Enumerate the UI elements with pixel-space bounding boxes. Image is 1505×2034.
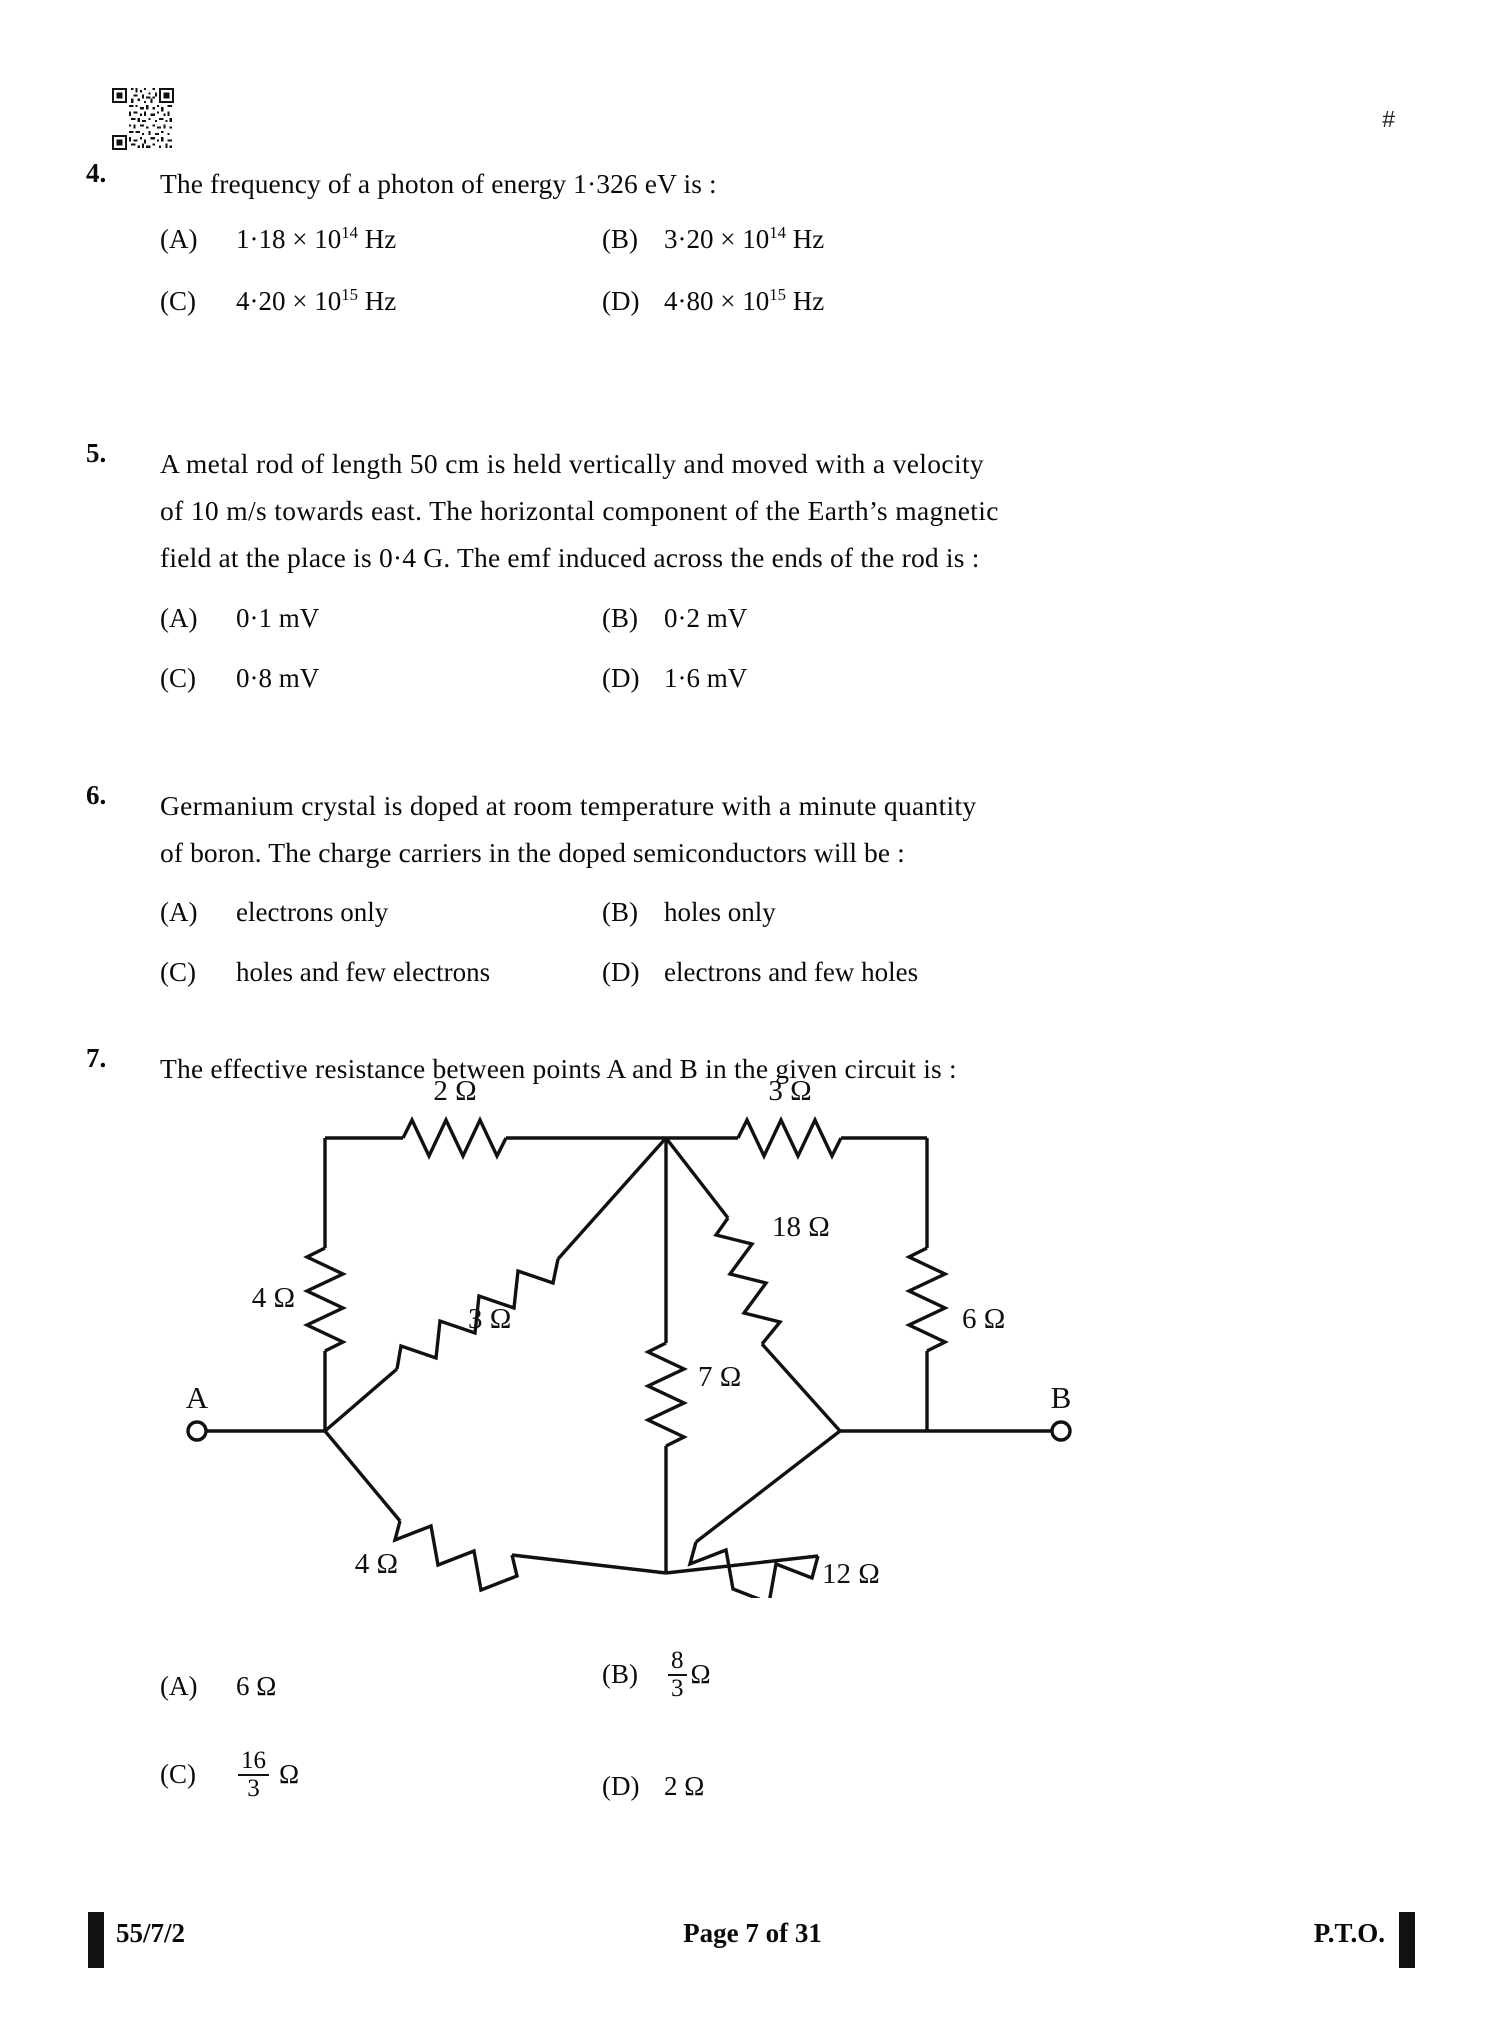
option-d-text: 4·80 × 10: [664, 286, 770, 316]
circuit-label-3ohm-top: 3 Ω: [768, 1078, 812, 1107]
option-d-unit: Hz: [785, 286, 825, 316]
circuit-label-B: B: [1050, 1380, 1072, 1415]
option-b-unit: Hz: [785, 224, 825, 254]
circuit-label-6ohm-right: 6 Ω: [962, 1303, 1006, 1335]
qr-code-icon: [112, 88, 174, 150]
option-b-fraction: [668, 1648, 687, 1703]
pto-label: P.T.O.: [1313, 1918, 1385, 1948]
option-a[interactable]: [160, 217, 396, 261]
option-a-text: 0·1 mV: [236, 603, 320, 633]
question-6-options: [160, 890, 1410, 1008]
circuit-label-7ohm: 7 Ω: [698, 1361, 742, 1393]
option-b[interactable]: [602, 1647, 711, 1705]
option-row-cd: [160, 656, 1410, 714]
option-d-text: electrons and few holes: [664, 957, 919, 987]
option-row-cd: [160, 950, 1410, 1008]
footer-bar-right: [1399, 1912, 1415, 1968]
option-c-exponent: 15: [341, 285, 358, 304]
option-d-exponent: 15: [769, 285, 786, 304]
option-c[interactable]: [160, 279, 396, 323]
page-footer: [0, 1912, 1505, 1976]
question-4-number: 4.: [86, 158, 107, 188]
option-c-fraction: [238, 1748, 269, 1803]
option-b-unit: Ω: [690, 1659, 711, 1690]
option-b[interactable]: [602, 890, 776, 934]
option-c-numerator: 16: [241, 1747, 266, 1774]
option-c-text: 4·20 × 10: [236, 286, 342, 316]
page-number: Page 7 of 31: [683, 1918, 822, 1948]
circuit-label-4ohm-left: 4 Ω: [251, 1282, 295, 1314]
paper-code: 55/7/2: [116, 1918, 186, 1948]
option-row-ab: [160, 1647, 1410, 1750]
option-c-unit: Hz: [357, 286, 397, 316]
option-a-label: (A): [160, 603, 198, 633]
option-c-label: (C): [160, 1759, 196, 1790]
option-b-numerator: 8: [671, 1647, 684, 1674]
option-c[interactable]: [160, 656, 319, 700]
option-a-text: 1·18 × 10: [236, 224, 342, 254]
option-c-text: holes and few electrons: [236, 957, 491, 987]
option-row-ab: [160, 217, 1410, 279]
option-d[interactable]: [602, 1764, 704, 1808]
option-d-label: (D): [602, 957, 640, 987]
option-b-label: (B): [602, 1659, 638, 1690]
option-b-exponent: 14: [769, 223, 786, 242]
option-d[interactable]: [602, 279, 824, 323]
option-row-ab: [160, 890, 1410, 950]
question-5-options: [160, 596, 1410, 714]
option-b[interactable]: [602, 596, 747, 640]
option-a-label: (A): [160, 897, 198, 927]
circuit-label-18ohm: 18 Ω: [772, 1211, 830, 1243]
option-d-text: 1·6 mV: [664, 663, 748, 693]
option-row-cd: [160, 1747, 1410, 1850]
question-6-number: 6.: [86, 780, 107, 810]
page-header: [0, 88, 1505, 168]
option-a[interactable]: [160, 1664, 276, 1708]
option-a-exponent: 14: [341, 223, 358, 242]
question-6-stem-line-1: Germanium crystal is doped at room temperature with a minute quantity: [160, 790, 977, 821]
option-a-text: electrons only: [236, 897, 389, 927]
option-d[interactable]: [602, 656, 747, 700]
option-c-label: (C): [160, 663, 196, 693]
option-b-text: 3·20 × 10: [664, 224, 770, 254]
option-b-text: holes only: [664, 897, 776, 927]
option-a[interactable]: [160, 596, 319, 640]
question-5-stem-line-2: of 10 m/s towards east. The horizontal component of the Earth’s magnetic: [160, 495, 999, 526]
option-d-label: (D): [602, 286, 640, 316]
option-c-label: (C): [160, 286, 196, 316]
option-d-label: (D): [602, 663, 640, 693]
header-mark: #: [1382, 106, 1395, 132]
option-b[interactable]: [602, 217, 824, 261]
circuit-label-A: A: [185, 1380, 209, 1415]
question-5-number: 5.: [86, 438, 107, 468]
option-b-label: (B): [602, 224, 638, 254]
circuit-label-4ohm-inner: 4 Ω: [354, 1548, 398, 1580]
option-d-text: 2 Ω: [664, 1771, 705, 1801]
circuit-label-2ohm: 2 Ω: [433, 1078, 477, 1107]
option-a-label: (A): [160, 1671, 198, 1701]
option-a-text: 6 Ω: [236, 1671, 277, 1701]
option-row-ab: [160, 596, 1410, 656]
question-6-stem-line-2: of boron. The charge carriers in the doped semiconductors will be :: [160, 837, 905, 868]
option-c-denominator: 3: [238, 1774, 269, 1802]
option-row-cd: [160, 279, 1410, 337]
circuit-diagram: [150, 1078, 1150, 1598]
option-c[interactable]: [160, 1747, 300, 1805]
question-7-number: 7.: [86, 1043, 107, 1073]
question-4-stem: The frequency of a photon of energy 1·326 eV is :: [160, 168, 717, 199]
option-a-unit: Hz: [357, 224, 397, 254]
question-7-stem: The effective resistance between points A and B in the given circuit is :: [160, 1053, 957, 1084]
option-b-text: 0·2 mV: [664, 603, 748, 633]
option-c-text: 0·8 mV: [236, 663, 320, 693]
question-4-options: [160, 217, 1410, 337]
option-d[interactable]: [602, 950, 918, 994]
question-5-stem-line-1: A metal rod of length 50 cm is held vertically and moved with a velocity: [160, 448, 985, 479]
option-c-unit: Ω: [279, 1759, 300, 1790]
option-b-label: (B): [602, 897, 638, 927]
option-b-label: (B): [602, 603, 638, 633]
option-c[interactable]: [160, 950, 490, 994]
option-a[interactable]: [160, 890, 388, 934]
option-b-denominator: 3: [668, 1674, 687, 1702]
option-a-label: (A): [160, 224, 198, 254]
circuit-label-12ohm: 12 Ω: [822, 1558, 880, 1590]
question-5-stem-line-3: field at the place is 0·4 G. The emf induced across the ends of the rod is :: [160, 542, 980, 573]
circuit-label-3ohm-inner: 3 Ω: [468, 1303, 512, 1335]
option-d-label: (D): [602, 1771, 640, 1801]
option-c-label: (C): [160, 957, 196, 987]
